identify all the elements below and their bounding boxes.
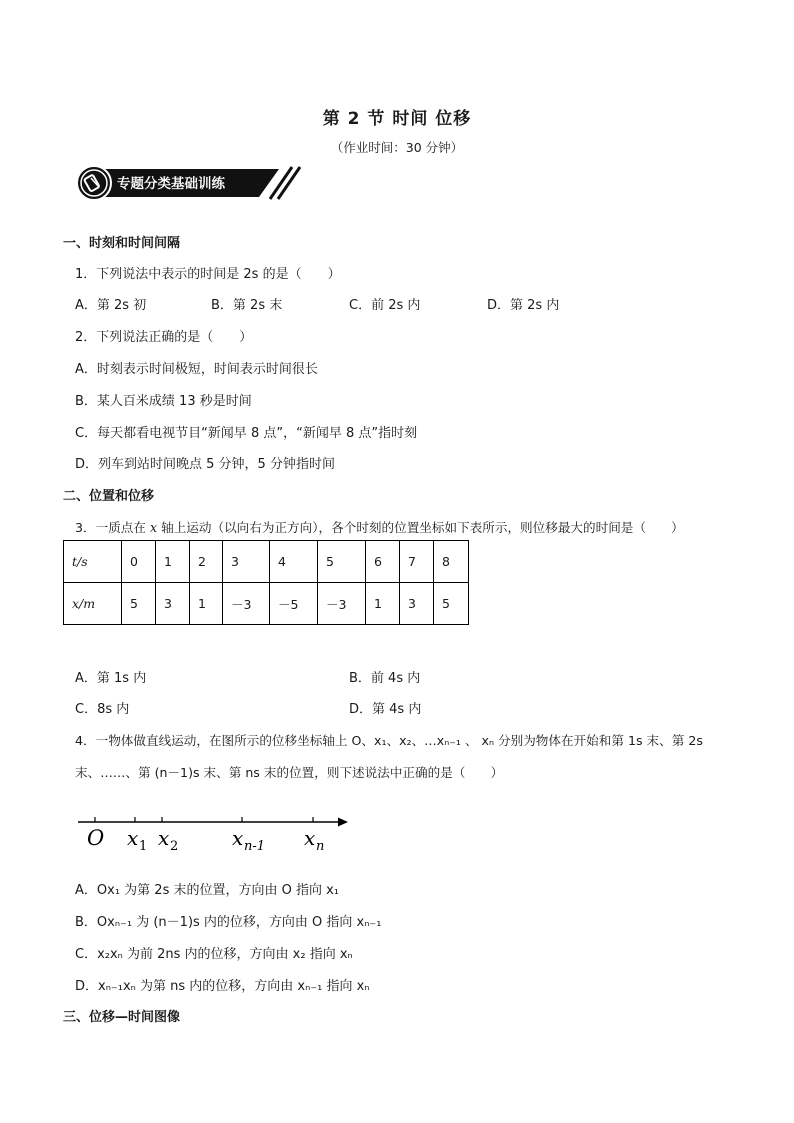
q4-stem-line-2: 末、……、第 (n－1)s 末、第 ns 末的位置，则下述说法中正确的是（ ） (75, 765, 504, 780)
axis-label-xn-1-sub: n-1 (244, 839, 266, 854)
table-cell: x/m (64, 583, 122, 625)
axis-arrow (338, 818, 348, 827)
table-cell: 1 (190, 583, 223, 625)
position-table (63, 540, 469, 625)
q3-option-a: A．第 1s 内 (75, 671, 147, 686)
axis-label-x1: x (127, 826, 139, 850)
table-cell: 8 (434, 541, 469, 583)
q4-option-a: A．Ox₁ 为第 2s 末的位置，方向由 O 指向 x₁ (75, 883, 340, 898)
table-cell: t/s (64, 541, 122, 583)
table-cell: 2 (190, 541, 223, 583)
q3-option-c: C．8s 内 (75, 702, 130, 717)
q1-option-b: B．第 2s 末 (211, 298, 283, 313)
displacement-axis-diagram (76, 808, 356, 856)
table-cell: 7 (400, 541, 434, 583)
section-banner (74, 163, 302, 203)
q2-option-b: B．某人百米成绩 13 秒是时间 (75, 394, 252, 409)
table-cell: －3 (223, 583, 270, 625)
table-cell: 3 (223, 541, 270, 583)
table-cell: 5 (122, 583, 156, 625)
section-heading-2: 二、位置和位移 (63, 489, 155, 504)
page-subtitle: （作业时间：30 分钟） (330, 140, 464, 155)
axis-label-xn-1: x (232, 826, 244, 850)
q4-option-b: B．Oxₙ₋₁ 为 (n－1)s 内的位移，方向由 O 指向 xₙ₋₁ (75, 915, 382, 930)
table-cell: 6 (366, 541, 400, 583)
q1-option-a: A．第 2s 初 (75, 298, 147, 313)
q2-stem: 2．下列说法正确的是（ ） (75, 330, 253, 345)
q2-option-d: D．列车到站时间晚点 5 分钟，5 分钟指时间 (75, 457, 335, 472)
q3-option-d: D．第 4s 内 (349, 702, 422, 717)
axis-label-x1-sub: 1 (139, 839, 148, 854)
table-cell: 0 (122, 541, 156, 583)
table-cell: －3 (318, 583, 366, 625)
table-cell: 1 (366, 583, 400, 625)
q4-stem-line-1: 4．一物体做直线运动，在图所示的位移坐标轴上 O、x₁、x₂、…xₙ₋₁ 、 xₙ 分别为物体在开始和第 1s 末、第 2s (75, 733, 703, 748)
table-cell: －5 (270, 583, 318, 625)
table-cell: 1 (156, 541, 190, 583)
q4-option-c: C．x₂xₙ 为前 2ns 内的位移，方向由 x₂ 指向 xₙ (75, 947, 353, 962)
table-cell: 3 (400, 583, 434, 625)
banner-text: 专题分类基础训练 (117, 176, 225, 192)
table-cell: 4 (270, 541, 318, 583)
q1-stem: 1．下列说法中表示的时间是 2s 的是（ ） (75, 267, 341, 282)
q1-option-c: C．前 2s 内 (349, 298, 421, 313)
q2-option-c: C．每天都看电视节目“新闻早 8 点”，“新闻早 8 点”指时刻 (75, 426, 418, 441)
axis-label-origin: O (87, 826, 105, 850)
axis-label-xn: x (304, 826, 316, 850)
axis-label-x2-sub: 2 (170, 839, 179, 854)
q3-stem: 3．一质点在 x 轴上运动（以向右为正方向），各个时刻的位置坐标如下表所示，则位移最大的时间是（ ） (75, 520, 684, 535)
page-title: 第 2 节 时间 位移 (322, 109, 472, 129)
q1-option-d: D．第 2s 内 (487, 298, 560, 313)
axis-label-x2: x (158, 826, 170, 850)
table-cell: 5 (318, 541, 366, 583)
section-heading-3: 三、位移—时间图像 (63, 1010, 181, 1025)
table-row (64, 541, 469, 583)
q4-option-d: D．xₙ₋₁xₙ 为第 ns 内的位移，方向由 xₙ₋₁ 指向 xₙ (75, 979, 370, 994)
q2-option-a: A．时刻表示时间极短，时间表示时间很长 (75, 362, 318, 377)
section-heading-1: 一、时刻和时间间隔 (63, 236, 181, 251)
table-cell: 5 (434, 583, 469, 625)
axis-label-xn-sub: n (316, 839, 325, 854)
table-cell: 3 (156, 583, 190, 625)
table-row (64, 583, 469, 625)
q3-option-b: B．前 4s 内 (349, 671, 421, 686)
